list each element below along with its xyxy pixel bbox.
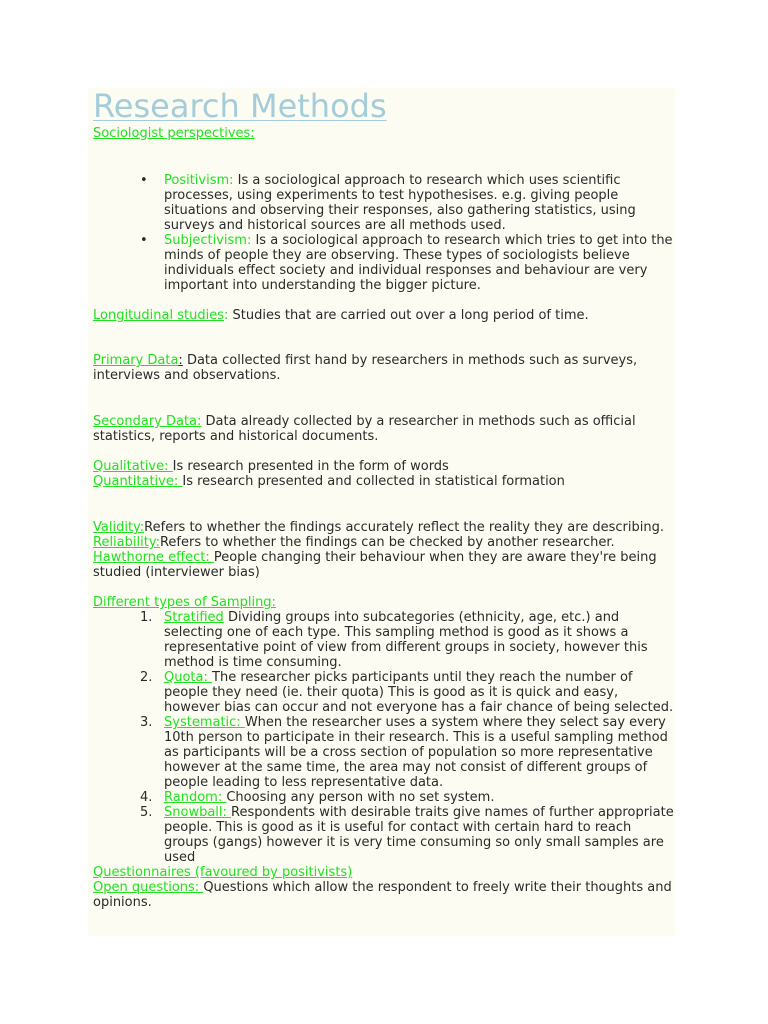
page-title: Research Methods [93,87,387,125]
secondary-data-definition: Secondary Data: Data already collected by a researcher in methods such as official statistics, reports and historical documents. [93,414,636,444]
hawthorne-definition: Hawthorne effect: People changing their behaviour when they are aware they're being studied (interviewer bias) [93,550,657,580]
list-item: • Positivism: Is a sociological approach to research which uses scientific processes, using experiments to test hypothesises. e.g. giving people situations and observing their responses, also gathering statistics, using surveys and historical sources are all methods used. [164,173,678,233]
qualitative-definition: Qualitative: Is research presented in the form of words [93,459,449,474]
sampling-list [140,610,678,865]
sampling-heading: Different types of Sampling: [93,595,276,610]
list-item: • Subjectivism: Is a sociological approach to research which tries to get into the minds of people they are observing. These types of sociologists believe individuals effect society and individual responses and behaviour are very important into understanding the bigger picture. [164,233,678,293]
questionnaires-heading: Questionnaires (favoured by positivists) [93,865,353,880]
validity-definition: Validity:Refers to whether the findings accurately reflect the reality they are describing. [93,520,664,535]
list-item: 5. Snowball: Respondents with desirable traits give names of further appropriate people. This is good as it is useful for contact with certain hard to reach groups (gangs) however it is very time consuming so only small samples are used [140,805,674,865]
perspectives-heading: Sociologist perspectives: [93,126,255,141]
list-item: 3. Systematic: When the researcher uses a system where they select say every 10th person to participate in their research. This is a useful sampling method as participants will be a cross section of population so more representative however at the same time, the area may not consist of different groups of people leading to less representative data. [140,715,668,790]
list-item: 2. Quota: The researcher picks participants until they reach the number of people they need (ie. their quota) This is good as it is quick and easy, however bias can occur and not everyone has a fair chance of being selected. [140,670,674,715]
document-body [93,86,677,910]
list-item: 1. Stratified Dividing groups into subcategories (ethnicity, age, etc.) and selecting one of each type. This sampling method is good as it shows a representative point of view from different groups in society, however this method is time consuming. [140,610,648,670]
reliability-definition: Reliability:Refers to whether the findings can be checked by another researcher. [93,535,615,550]
open-questions-definition: Open questions: Questions which allow the respondent to freely write their thoughts and opinions. [93,880,672,910]
quantitative-definition: Quantitative: Is research presented and collected in statistical formation [93,474,565,489]
perspectives-list [140,173,678,293]
longitudinal-definition: Longitudinal studies: Studies that are carried out over a long period of time. [93,308,589,323]
list-item: 4. Random: Choosing any person with no set system. [140,790,495,805]
primary-data-definition: Primary Data: Data collected first hand by researchers in methods such as surveys, interviews and observations. [93,353,638,383]
